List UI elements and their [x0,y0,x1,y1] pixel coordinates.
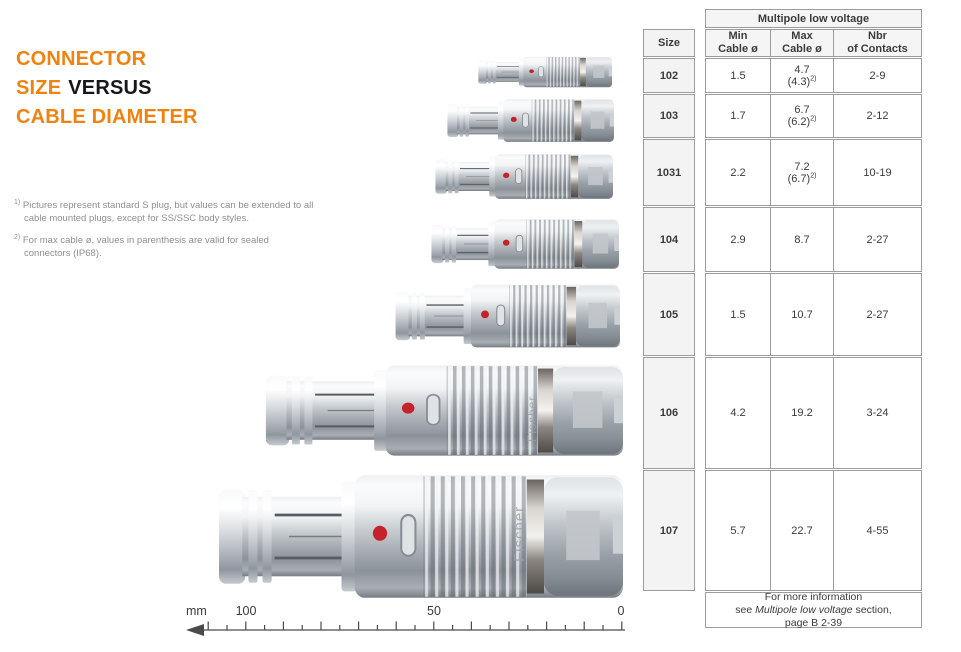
table-column-headers [705,29,922,57]
table-row-104 [705,207,922,272]
ruler [186,604,625,636]
max-cable-value: 8.7 [770,208,833,271]
table-row-102 [705,58,922,93]
title-text: SIZE [16,77,62,99]
ruler-tick-label-0: 0 [617,604,625,618]
column-header-nbr-contacts: Nbr of Contacts [833,30,921,56]
footnote-marker: 2) [14,233,21,241]
size-value: 102 [643,58,695,93]
table-row-106 [705,357,922,469]
table-group-header: Multipole low voltage [705,9,922,28]
title-text: CABLE DIAMETER [16,106,198,128]
ruler-arrow-icon [186,624,204,636]
ruler-ticks [208,622,622,631]
connector-image-102 [478,57,612,87]
table-footer-note [705,592,922,628]
size-value: 104 [643,207,695,272]
connector-image-1031 [435,154,613,199]
ruler-tick-label-50: 50 [427,604,441,618]
min-cable-value: 1.5 [730,308,746,321]
footnote-marker: 1) [14,198,21,206]
size-column-header: Size [643,29,695,57]
max-cable-value: 22.7 [770,471,833,590]
contacts-value: 2-9 [833,59,921,92]
title-text: CONNECTOR [16,48,147,70]
size-column [643,29,695,591]
footnote-text: Pictures represent standard S plug, but values can be extended to all cable mounted plugs, except for SS/SSC body styles. [22,200,314,224]
table-row-103 [705,94,922,138]
footnote-text: For max cable ø, values in parenthesis are valid for sealed connectors (IP68). [22,235,269,259]
connector-image-105 [396,285,620,348]
contacts-value: 2-12 [833,95,921,137]
contacts-value: 4-55 [833,471,921,590]
size-value: 107 [643,470,695,591]
connector-image-107 [219,475,623,598]
column-header-max-cable: Max Cable ø [770,30,833,56]
size-value: 1031 [643,139,695,206]
min-cable-value: 5.7 [730,524,746,537]
table-row-1031 [705,139,922,206]
ruler-unit-label: mm [186,604,207,618]
multipole-table [705,9,922,628]
contacts-value: 2-27 [833,208,921,271]
brand-logo-text: Fischer [525,395,539,442]
ruler-tick-label-100: 100 [235,604,257,618]
footer-line-2: see Multipole low voltage section, [735,603,892,616]
max-cable-value: 7.2 $(6.7)^{2)}$ [770,140,833,205]
table-row-107 [705,470,922,591]
size-value: 106 [643,357,695,469]
max-cable-value: 6.7 $(6.2)^{2)}$ [770,95,833,137]
column-header-min-cable: Min Cable ø [718,30,758,55]
min-cable-value: 2.9 [730,233,746,246]
footer-line-1: For more information [764,590,863,603]
contacts-value: 10-19 [833,140,921,205]
size-value: 103 [643,94,695,138]
min-cable-value: 1.7 [730,110,746,122]
table-row-105 [705,273,922,356]
contacts-value: 3-24 [833,358,921,468]
max-cable-value: 10.7 [770,274,833,355]
max-cable-value: 19.2 [770,358,833,468]
min-cable-value: 1.5 [730,69,746,82]
connector-image-106 [266,365,623,455]
connector-image-104 [431,219,619,268]
connector-image-103 [447,99,614,142]
footer-line-3: page B 2-39 [784,616,843,629]
min-cable-value: 4.2 [730,407,746,419]
min-cable-value: 2.2 [730,166,746,179]
contacts-value: 2-27 [833,274,921,355]
size-value: 105 [643,273,695,356]
max-cable-value: 4.7 $(4.3)^{2)}$ [770,59,833,92]
brand-logo-text: Fischer [511,505,528,562]
title-text: VERSUS [68,77,152,99]
